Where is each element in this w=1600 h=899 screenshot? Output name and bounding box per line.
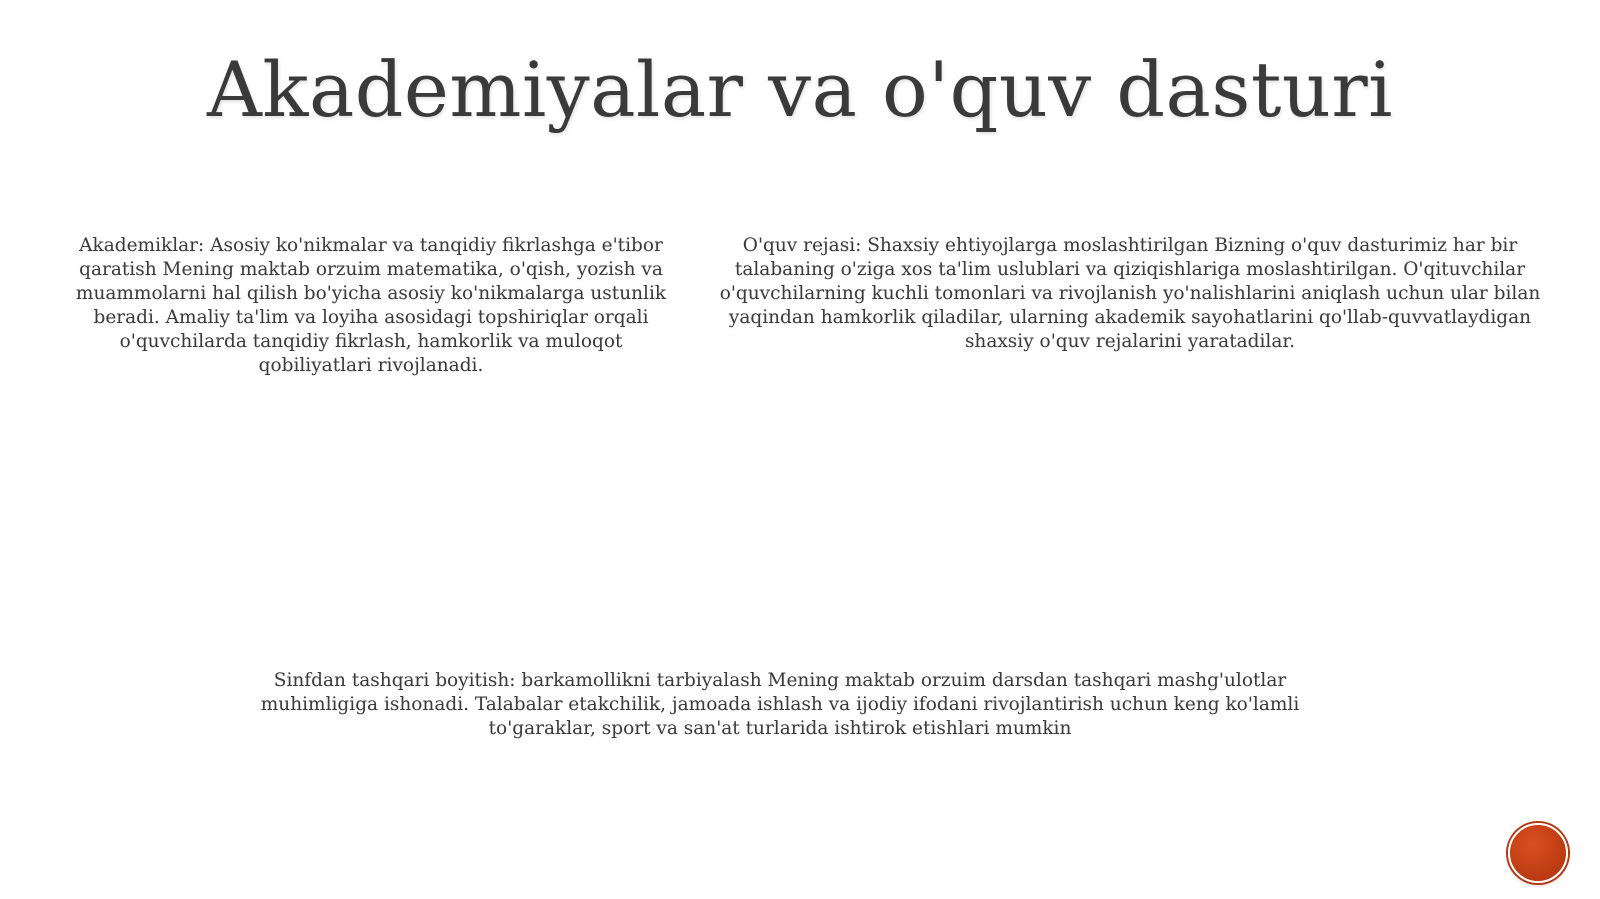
slide-title: Akademiyalar va o'quv dasturi [207,45,1393,134]
academics-text-block: Akademiklar: Asosiy ko'nikmalar va tanqidiy fikrlashga e'tibor qaratish Mening maktab orzuim matematika, o'qish, yozish va muammolarni hal qilish bo'yicha asosiy ko'nikmalarga ustunlik beradi. Amaliy ta'lim va loyiha asosidagi topshiriqlar orqali o'quvchilarda tanqidiy fikrlash, hamkorlik va muloqot qobiliyatlari rivojlanadi. [75,235,667,376]
extracurricular-text-block: Sinfdan tashqari boyitish: barkamollikni tarbiyalash Mening maktab orzuim darsdan tashqari mashg'ulotlar muhimligiga ishonadi. Talabalar etakchilik, jamoada ishlash va ijodiy ifodani rivojlantirish uchun keng ko'lamli to'garaklar, sport va san'at turlarida ishtirok etishlari mumkin [260,670,1300,739]
curriculum-text-block: O'quv rejasi: Shaxsiy ehtiyojlarga moslashtirilgan Bizning o'quv dasturimiz har bir talabaning o'ziga xos ta'lim uslublari va qiziqishlariga moslashtirilgan. O'qituvchilar o'quvchilarning kuchli tomonlari va rivojlanish yo'nalishlarini aniqlash uchun ular bilan yaqindan hamkorlik qiladilar, ularning akademik sayohatlarini qo'llab-quvvatlaydigan shaxsiy o'quv rejalarini yaratadilar. [719,235,1541,352]
circle-button-icon[interactable] [1508,823,1568,883]
